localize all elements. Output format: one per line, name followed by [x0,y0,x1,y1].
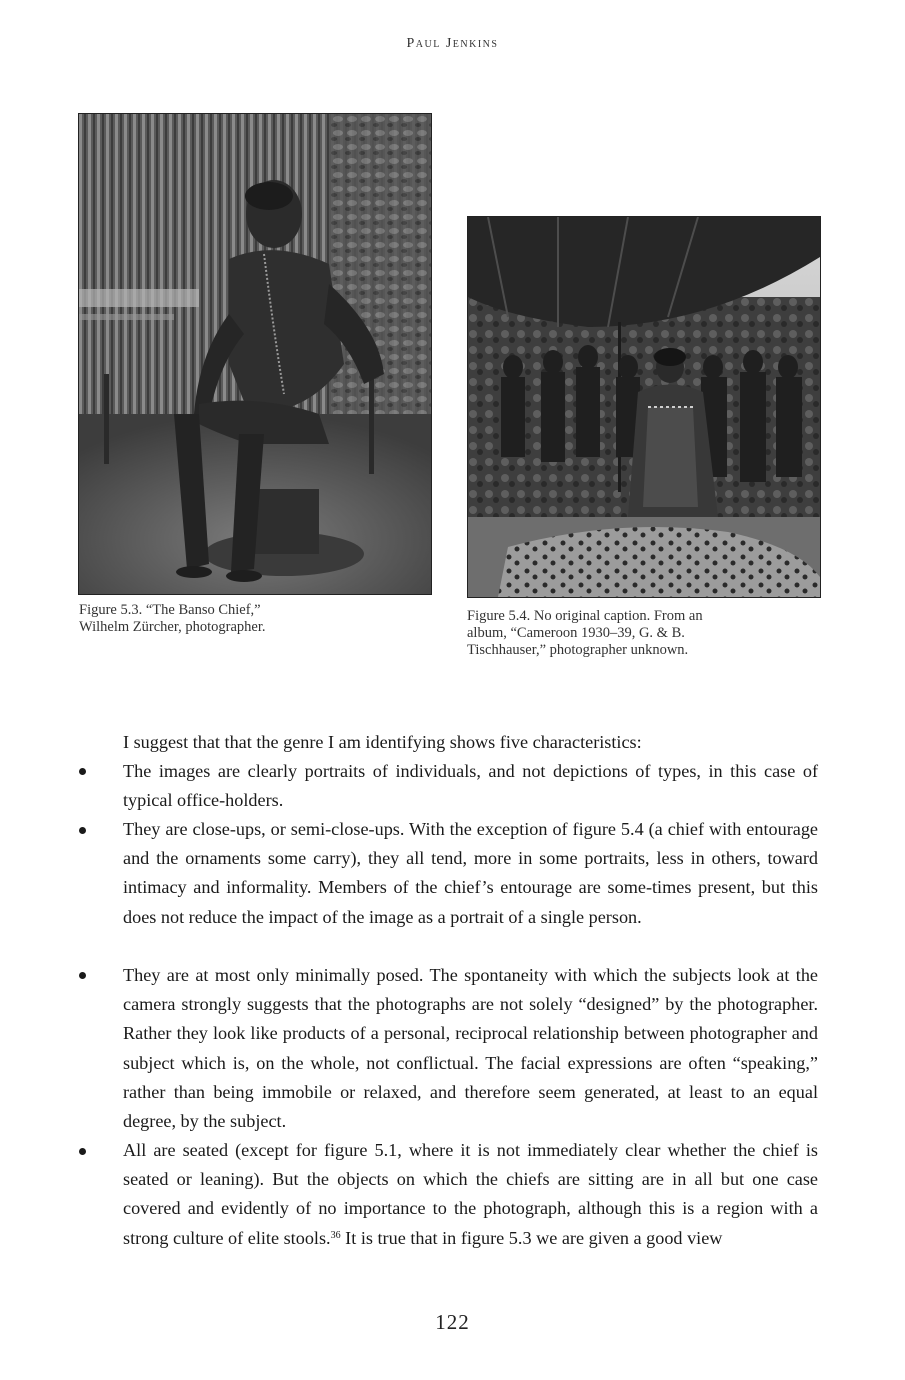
figure-5-4-photo [467,216,821,598]
figure-5-4-caption [467,608,827,659]
caption-line: album, “Cameroon 1930–39, G. & B. [467,625,685,641]
running-head: Paul Jenkins [406,36,499,51]
intro-paragraph: I suggest that that the genre I am identifying shows five characteristics: [123,732,642,752]
bullet-marker [79,972,86,979]
footnote-reference[interactable]: 36 [330,1229,341,1241]
figure-5-3-photo [78,113,432,595]
bullet-marker [79,1148,86,1155]
bullet-item-2: They are close-ups, or semi-close-ups. With the exception of figure 5.4 (a chief with entourage and the ornaments some carry), they all tend, more in some portraits, less in others, toward intimacy and informality. Members of the chief’s entourage are some-times present, but this does not reduce the impact of the image as a portrait of a single person. [123,819,818,927]
bullet-marker [79,827,86,834]
page-number: 122 [435,1310,470,1334]
bullet-item-3: They are at most only minimally posed. The spontaneity with which the subjects look at the camera strongly suggests that the photographs are not solely “designed” by the photographer. Rather they look like products of a personal, reciprocal relationship between photographer and subject which is, on the whole, not conflictual. The facial expressions are often “speaking,” rather than being immobile or relaxed, and therefore seem generated, at least to an equal degree, by the subject. [123,965,818,1132]
caption-line: Figure 5.3. “The Banso Chief,” [79,602,261,618]
bullet-item-1: The images are clearly portraits of individuals, and not depictions of types, in this case of typical office-holders. [123,761,818,811]
bullet-item-4 [123,1136,818,1253]
caption-line: Tischhauser,” photographer unknown. [467,642,689,658]
bullet-item-4-text: All are seated (except for figure 5.1, where it is not immediately clear whether the chief is seated or leaning). But the objects on which the chiefs are sitting are in all but one case covered and evidently of no importance to the photograph, although this is a region with a strong culture of elite stools. [123,1140,818,1248]
caption-line: Figure 5.4. No original caption. From an [467,608,703,624]
figure-5-3-caption [79,602,409,636]
caption-line: Wilhelm Zürcher, photographer. [79,619,266,635]
bullet-item-4-continuation: It is true that in figure 5.3 we are given a good view [340,1227,723,1248]
bullet-marker [79,768,86,775]
